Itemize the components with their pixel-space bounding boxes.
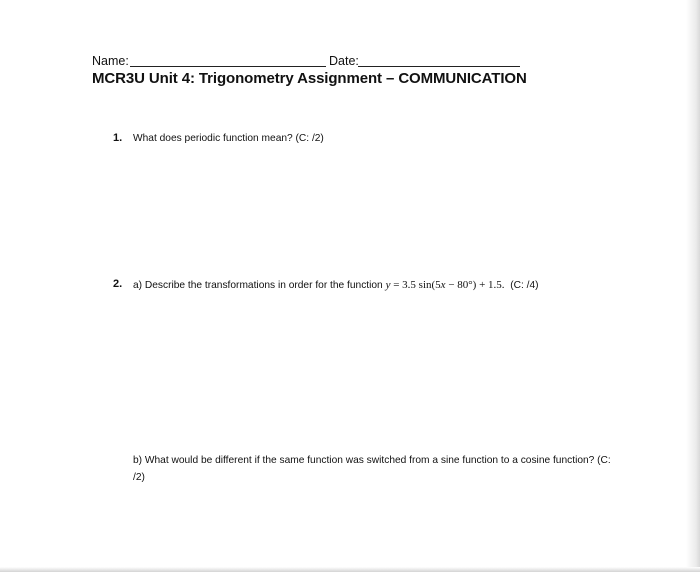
assignment-title: MCR3U Unit 4: Trigonometry Assignment – COMMUNICATION — [92, 70, 527, 87]
question-2a-function — [386, 279, 505, 291]
question-2a-marks: (C: /4) — [510, 280, 539, 291]
function-lhs: y — [385, 279, 391, 291]
question-1-number: 1. — [113, 132, 123, 144]
date-blank-line — [358, 66, 520, 67]
question-2a-line — [133, 279, 539, 291]
function-rest: − 80°) + 1.5. — [445, 279, 505, 291]
question-2a-text: a) Describe the transformations in order for the function — [133, 280, 383, 291]
name-blank-line — [130, 66, 326, 67]
page-edge-shadow — [686, 0, 700, 572]
question-2b-text: b) What would be different if the same function was switched from a sine function to a cosine function? (C: /2) — [133, 455, 611, 483]
question-1-text: What does periodic function mean? (C: /2) — [133, 133, 324, 144]
function-eq: = 3.5 sin(5 — [390, 279, 441, 291]
question-2-number: 2. — [113, 278, 123, 290]
page-bottom-edge — [0, 567, 700, 572]
date-label: Date: — [329, 54, 359, 68]
name-label: Name: — [92, 54, 129, 68]
function-variable: x — [440, 279, 446, 291]
